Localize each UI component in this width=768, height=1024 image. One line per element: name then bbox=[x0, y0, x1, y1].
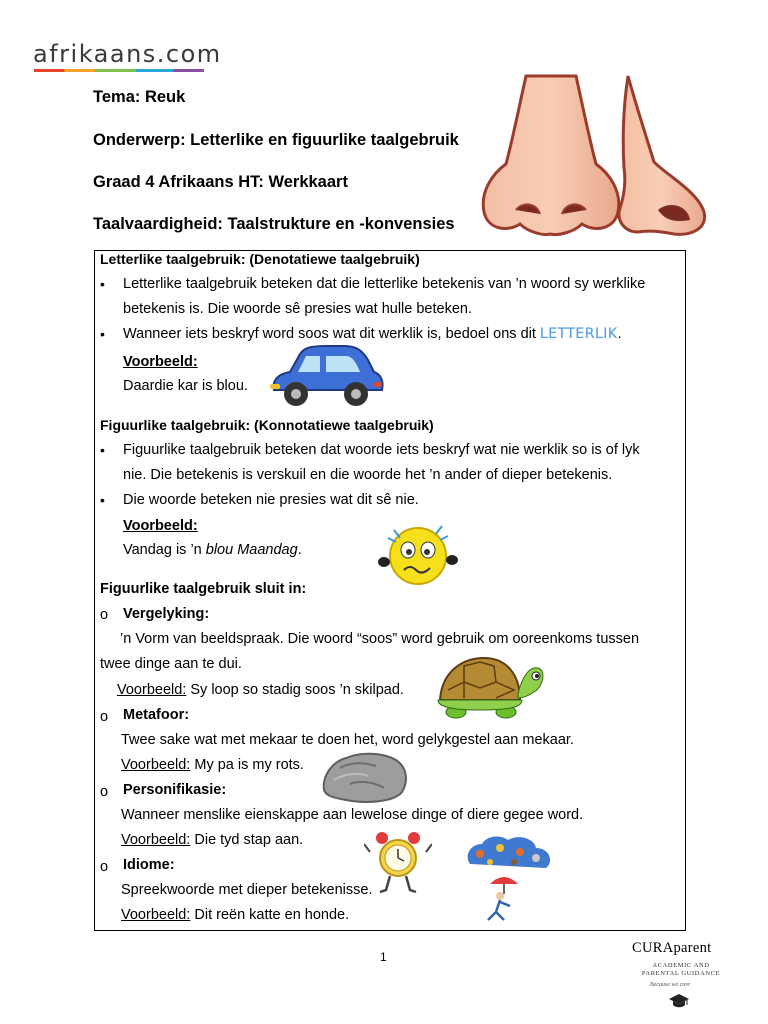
sluit-in-heading: Figuurlike taalgebruik sluit in: bbox=[100, 581, 307, 597]
voorbeeld-text: Dit reën katte en honde. bbox=[190, 907, 350, 923]
figuurlik-heading: Figuurlike taalgebruik: (Konnotatiewe taalgebruik) bbox=[100, 417, 434, 433]
turtle-icon bbox=[434, 652, 546, 722]
idiome-line1: Spreekwoorde met dieper betekenisse. bbox=[121, 882, 373, 898]
letterlik-bullet2 bbox=[123, 326, 622, 342]
circle-marker: o bbox=[100, 607, 109, 623]
vergelyking-voorbeeld bbox=[117, 682, 404, 698]
front-nose-icon bbox=[483, 76, 619, 235]
vergelyking-line2: twee dinge aan te dui. bbox=[100, 656, 242, 672]
curaparent-tagline: Because we care bbox=[650, 982, 691, 988]
idiome-voorbeeld bbox=[121, 907, 349, 923]
letterlik-wordart: LETTERLIK bbox=[539, 326, 618, 342]
circle-marker: o bbox=[100, 784, 109, 800]
metafoor-voorbeeld bbox=[121, 757, 304, 773]
idiome-title: Idiome: bbox=[123, 857, 175, 873]
voorbeeld-label: Voorbeeld: bbox=[117, 682, 187, 698]
rock-icon bbox=[320, 750, 410, 804]
graduation-cap-icon bbox=[668, 992, 690, 1008]
vergelyking-title: Vergelyking: bbox=[123, 606, 210, 622]
voorbeeld-text: My pa is my rots. bbox=[190, 757, 304, 773]
voorbeeld-label: Voorbeeld: bbox=[121, 907, 191, 923]
onderwerp-heading: Onderwerp: Letterlike en figuurlike taalgebruik bbox=[93, 131, 459, 149]
voorbeeld-text: Sy loop so stadig soos ’n skilpad. bbox=[186, 682, 404, 698]
walking-clock-icon bbox=[364, 830, 432, 898]
personifikasie-voorbeeld bbox=[121, 832, 303, 848]
noses-illustration bbox=[478, 72, 714, 240]
personifikasie-title: Personifikasie: bbox=[123, 782, 227, 798]
metafoor-line1: Twee sake wat met mekaar te doen het, word gelykgestel aan mekaar. bbox=[121, 732, 574, 748]
letterlik-voorbeeld-text: Daardie kar is blou. bbox=[123, 378, 248, 394]
taalvaardigheid-heading: Taalvaardigheid: Taalstrukture en -konvensies bbox=[93, 215, 455, 233]
voorbeeld-label: Voorbeeld: bbox=[121, 757, 191, 773]
personifikasie-line1: Wanneer menslike eienskappe aan lewelose dinge of diere gegee word. bbox=[121, 807, 584, 823]
voorbeeld-text: Die tyd stap aan. bbox=[190, 832, 304, 848]
curaparent-subtitle: ACADEMIC AND PARENTAL GUIDANCE bbox=[641, 962, 721, 977]
figuurlik-voorbeeld-text bbox=[123, 542, 302, 558]
letterlik-bullet1-line1: Letterlike taalgebruik beteken dat die letterlike betekenis van ’n woord sy werklike bbox=[123, 276, 646, 292]
bullet-marker: • bbox=[100, 326, 105, 342]
tema-heading: Tema: Reuk bbox=[93, 88, 186, 106]
letterlik-bullet2-text: Wanneer iets beskryf word soos wat dit werklik is, bedoel ons dit bbox=[123, 326, 536, 342]
bullet-marker: • bbox=[100, 442, 105, 458]
letterlik-voorbeeld-label: Voorbeeld: bbox=[123, 354, 198, 370]
figuurlik-voorbeeld-label: Voorbeeld: bbox=[123, 518, 198, 534]
worried-smiley-icon bbox=[374, 520, 460, 588]
afrikaans-logo: afrikaans.com bbox=[33, 40, 222, 68]
circle-marker: o bbox=[100, 709, 109, 725]
blue-car-icon bbox=[268, 344, 386, 410]
curaparent-logo: CURAparent bbox=[632, 940, 712, 956]
voorbeeld-prefix: Vandag is ’n bbox=[123, 542, 206, 558]
page-number: 1 bbox=[380, 950, 387, 964]
circle-marker: o bbox=[100, 859, 109, 875]
letterlik-bullet2-end: . bbox=[617, 326, 622, 342]
bullet-marker: • bbox=[100, 492, 105, 508]
voorbeeld-suffix: . bbox=[297, 542, 302, 558]
figuurlik-bullet1-line1: Figuurlike taalgebruik beteken dat woorde iets beskryf wat nie werklik so is of lyk bbox=[123, 442, 640, 458]
raining-cats-dogs-icon bbox=[460, 834, 556, 926]
vergelyking-line1: ’n Vorm van beeldspraak. Die woord “soos” word gebruik om ooreenkoms tussen bbox=[120, 631, 640, 647]
bullet-marker: • bbox=[100, 276, 105, 292]
logo-color-bar bbox=[34, 69, 204, 72]
side-nose-icon bbox=[619, 76, 705, 234]
letterlik-heading: Letterlike taalgebruik: (Denotatiewe taalgebruik) bbox=[100, 251, 420, 267]
letterlik-bullet1-line2: betekenis is. Die woorde sê presies wat hulle beteken. bbox=[123, 301, 472, 317]
voorbeeld-label: Voorbeeld: bbox=[121, 832, 191, 848]
figuurlik-bullet2: Die woorde beteken nie presies wat dit sê nie. bbox=[123, 492, 419, 508]
graad-heading: Graad 4 Afrikaans HT: Werkkaart bbox=[93, 173, 348, 191]
metafoor-title: Metafoor: bbox=[123, 707, 190, 723]
figuurlik-bullet1-line2: nie. Die betekenis is verskuil en die woorde het ’n ander of dieper betekenis. bbox=[123, 467, 613, 483]
voorbeeld-italic: blou Maandag bbox=[205, 542, 298, 558]
